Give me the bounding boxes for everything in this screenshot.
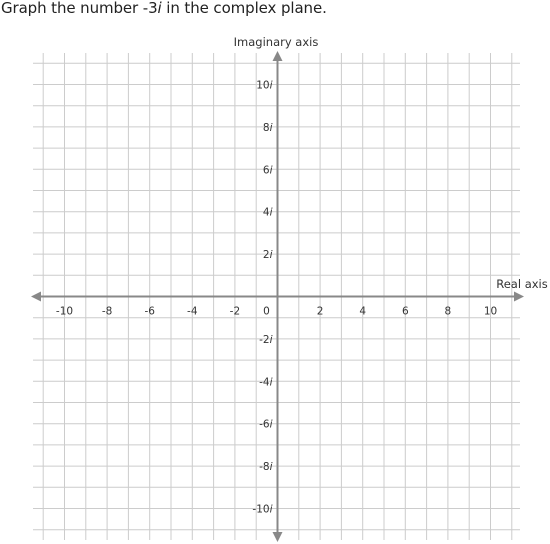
imaginary-axis-up-arrow-icon xyxy=(273,51,283,61)
imaginary-axis-tick-label: 8i xyxy=(262,121,273,134)
real-axis-label: Real axis xyxy=(496,277,548,291)
imaginary-axis-tick-label: -6i xyxy=(259,418,273,431)
real-axis-left-arrow-icon xyxy=(31,292,41,302)
real-axis-tick-label: 6 xyxy=(401,305,409,318)
real-axis-tick-label: 8 xyxy=(444,305,452,318)
imaginary-axis-down-arrow-icon xyxy=(273,532,283,542)
question-suffix: in the complex plane. xyxy=(161,0,327,17)
real-axis-tick-label: -4 xyxy=(187,305,198,318)
real-axis-tick-label: -8 xyxy=(101,305,113,318)
real-axis-tick-label: 2 xyxy=(316,305,324,318)
imaginary-axis-tick-label: -4i xyxy=(259,376,273,389)
imaginary-axis-tick-label: -10i xyxy=(252,503,273,516)
real-axis-tick-label: 0 xyxy=(263,305,270,318)
question-imaginary-unit: i xyxy=(157,0,162,17)
imaginary-axis-tick-label: 6i xyxy=(262,164,273,177)
imaginary-axis-tick-label: -2i xyxy=(259,333,273,346)
question-number: -3 xyxy=(142,0,158,17)
imaginary-axis-tick-label: 2i xyxy=(262,249,273,262)
imaginary-axis-tick-label: 10i xyxy=(256,79,273,92)
question-prefix: Graph the number xyxy=(1,0,143,17)
real-axis-tick-label: -10 xyxy=(55,305,74,318)
axes xyxy=(31,51,524,542)
real-axis-tick-label: -6 xyxy=(144,305,155,318)
imaginary-axis-tick-label: -8i xyxy=(259,461,273,474)
imaginary-axis-tick-label: 4i xyxy=(262,206,273,219)
imaginary-axis-label: Imaginary axis xyxy=(233,35,319,49)
real-axis-tick-label: -2 xyxy=(229,305,241,318)
real-axis-tick-label: 10 xyxy=(483,305,498,318)
real-axis-tick-label: 4 xyxy=(359,305,367,318)
real-axis-right-arrow-icon xyxy=(514,292,524,302)
